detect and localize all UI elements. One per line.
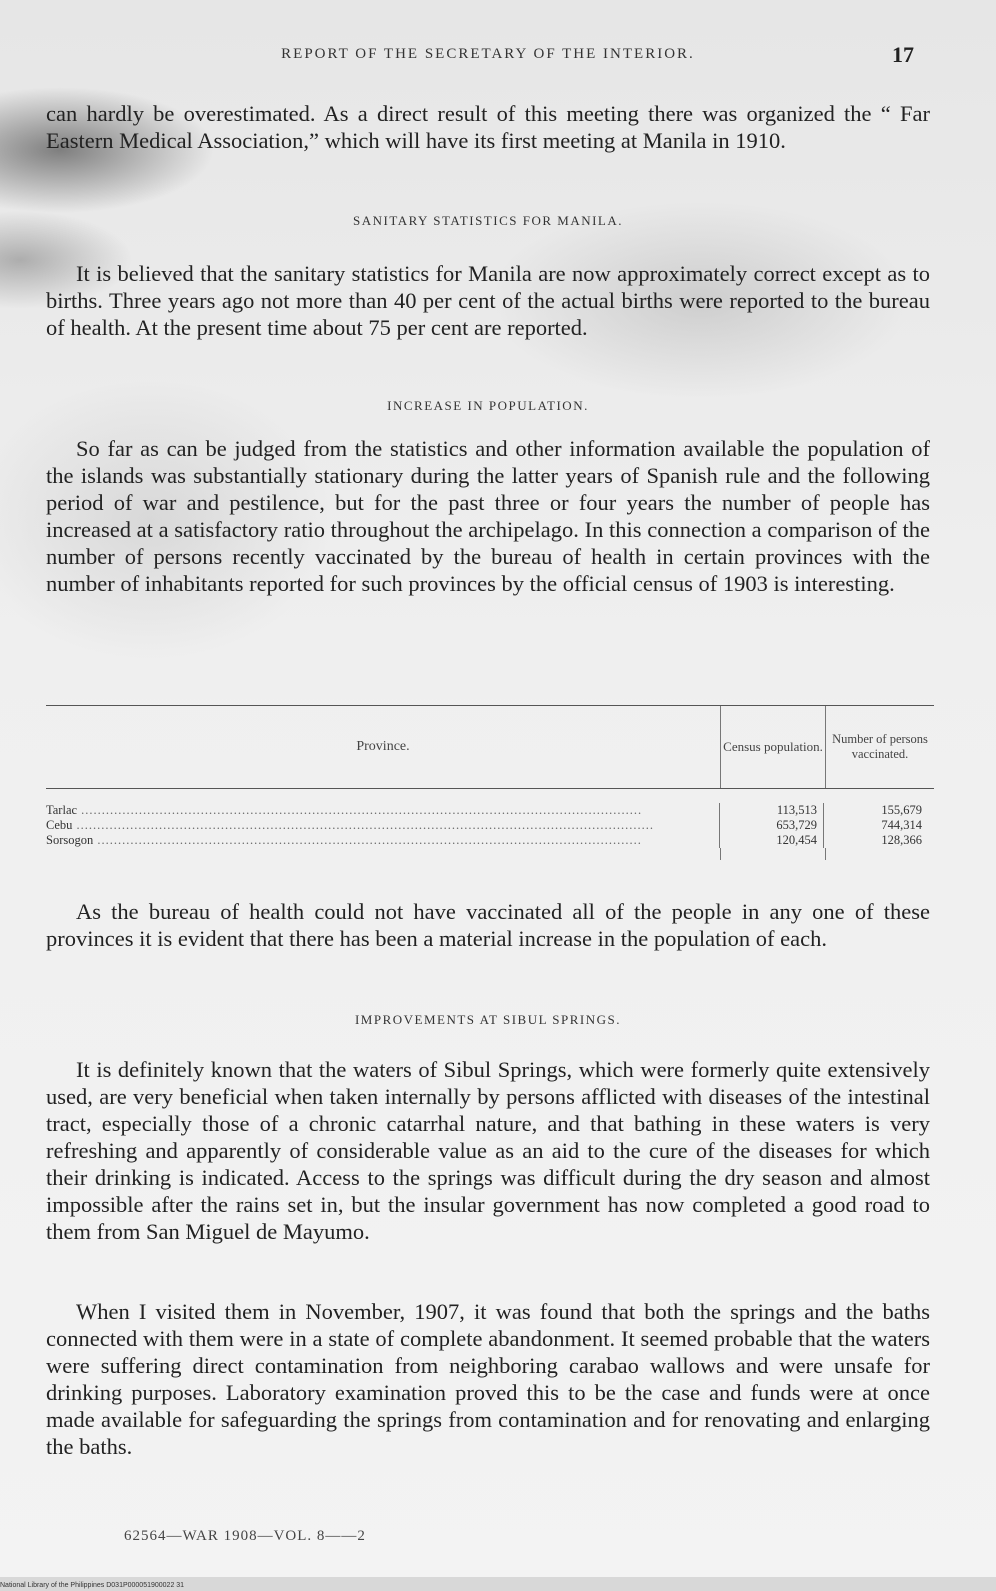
table-header	[46, 706, 934, 789]
table-row: Cebu ............................................................................................................................................ 653,729 744,314	[46, 818, 934, 833]
sibul-paragraph-2: When I visited them in November, 1907, it was found that both the springs and the baths connected with them were in a state of complete abandonment. It seemed probable that the waters were suffering direct contamination from neighboring carabao wallows and were unsafe for drinking purposes. Laboratory examination proved this to be the case and funds were at once made available for safeguarding the springs from contamination and for renovating and enlarging the baths.	[46, 1299, 930, 1459]
heading-increase-population: INCREASE IN POPULATION.	[387, 398, 589, 413]
province-name: Tarlac	[46, 803, 78, 817]
census-value: 120,454	[720, 833, 824, 848]
census-table	[46, 705, 934, 864]
census-value: 113,513	[720, 803, 824, 818]
population-paragraph: So far as can be judged from the statistics and other information available the population of the islands was substantially stationary during the latter years of Spanish rule and the following period of war and pestilence, but for the past three or four years the number of people has increased at a satisfactory ratio throughout the archipelago. In this connection a comparison of the number of persons recently vaccinated by the bureau of health in certain provinces with the number of inhabitants reported for such provinces by the official census of 1903 is interesting.	[46, 436, 930, 596]
province-name: Sorsogon	[46, 833, 94, 847]
signature-line: 62564—WAR 1908—VOL. 8——2	[124, 1528, 366, 1544]
sibul-paragraph-1: It is definitely known that the waters of Sibul Springs, which were formerly quite extensively used, are very beneficial when taken internally by persons afflicted with diseases of the intestinal tract, especially those of a chronic catarrhal nature, and that bathing in these waters is very refreshing and apparently of considerable value as an aid to the cure of the diseases for which their drinking is indicated. Access to the springs was difficult during the dry season and almost impossible after the rains set in, but the insular government has now completed a good road to them from San Miguel de Mayumo.	[46, 1057, 930, 1244]
intro-paragraph: can hardly be overestimated. As a direct result of this meeting there was organized the “ Far Eastern Medical Association,” which will have its first meeting at Manila in 1910.	[46, 101, 930, 153]
province-name: Cebu	[46, 818, 73, 832]
heading-sibul-springs: IMPROVEMENTS AT SIBUL SPRINGS.	[354, 1012, 622, 1027]
vaccinated-value: 744,314	[881, 818, 922, 832]
vaccinated-value: 155,679	[881, 803, 922, 817]
column-header-province: Province.	[46, 706, 721, 788]
table-row: Sorsogon .................................................................................................................................... 120,454 128,366	[46, 833, 934, 848]
heading-sanitary-statistics: SANITARY STATISTICS FOR MANILA.	[352, 213, 623, 228]
after-table-paragraph: As the bureau of health could not have vaccinated all of the people in any one of these provinces it is evident that there has been a material increase in the population of each.	[46, 899, 930, 951]
table-body	[46, 789, 934, 864]
page-number: 17	[892, 42, 914, 67]
table-row: Tarlac ........................................................................................................................................ 113,513 155,679	[46, 803, 934, 818]
column-header-census: Census population.	[721, 706, 826, 788]
source-note: National Library of the Philippines D031P000051900022 31	[0, 1582, 185, 1589]
column-header-vaccinated: Number of persons vaccinated.	[832, 732, 928, 761]
vaccinated-value: 128,366	[881, 833, 922, 847]
running-title: REPORT OF THE SECRETARY OF THE INTERIOR.	[281, 46, 695, 62]
census-value: 653,729	[720, 818, 824, 833]
sanitary-paragraph: It is believed that the sanitary statistics for Manila are now approximately correct except as to births. Three years ago not more than 40 per cent of the actual births were reported to the bureau of health. At the present time about 75 per cent are reported.	[46, 261, 930, 340]
